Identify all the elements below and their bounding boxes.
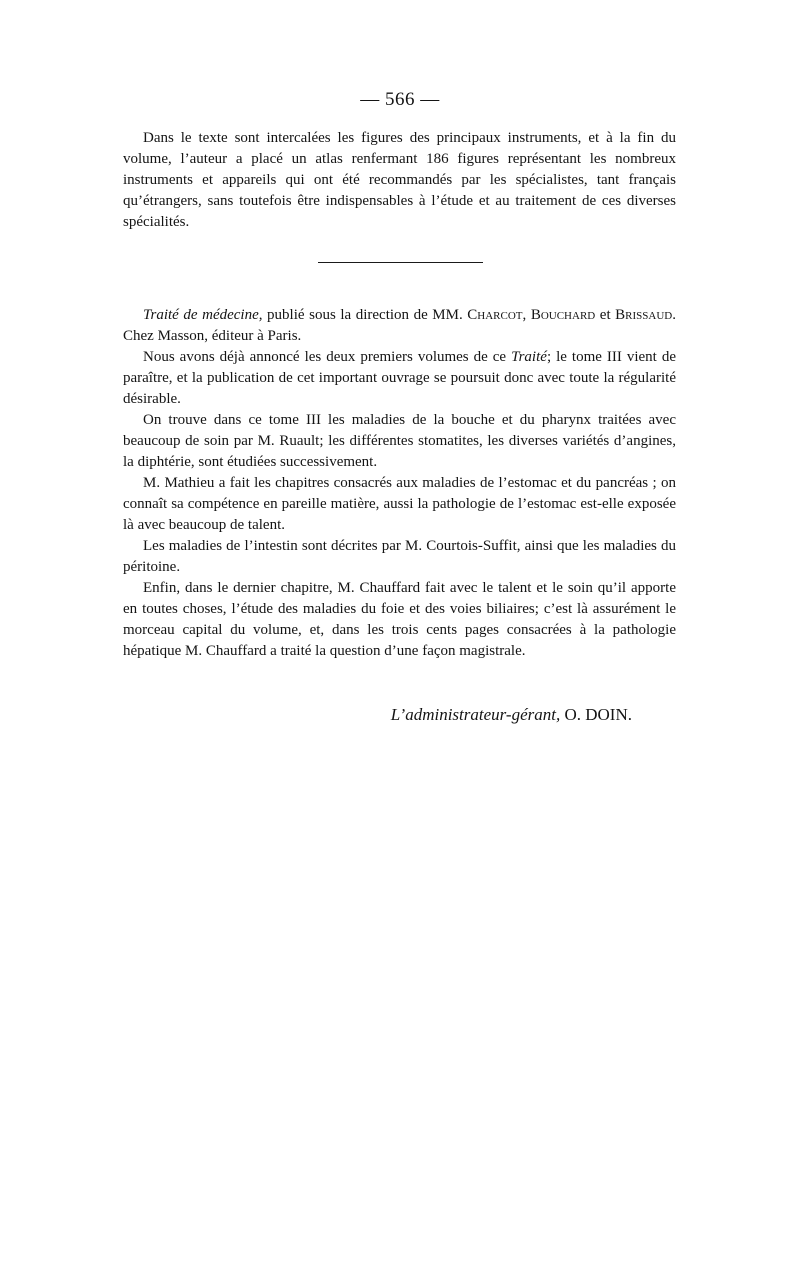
author-charcot: Charcot (467, 307, 523, 323)
review-paragraph-2: On trouve dans ce tome III les maladies de la bouche et du pharynx traitées avec beaucoup de soin par M. Ruault; les différentes stomatites, les diverses variétés d’angines, la diphtérie, sont étudiées successivement. (123, 412, 676, 470)
review-p1-start: Nous avons déjà annoncé les deux premiers volumes de ce (143, 349, 512, 365)
signature (391, 705, 632, 725)
review-p1-title: Traité (511, 349, 547, 365)
page-number: — 566 — (360, 89, 440, 110)
author-separator-1: , (522, 307, 531, 323)
author-bouchard: Bouchard (530, 307, 596, 323)
review-paragraph-1 (123, 347, 676, 410)
review-paragraph-4: Les maladies de l’intestin sont décrites par M. Courtois-Suffit, ainsi que les maladies du péritoine. (123, 538, 676, 575)
publisher-info: . Chez Masson, éditeur à Paris. (123, 307, 676, 344)
author-separator-2: et (595, 307, 616, 323)
review-title: Traité de médecine, (143, 307, 263, 323)
signature-role: L’administrateur-gérant, (390, 705, 561, 724)
review-paragraph-3: M. Mathieu a fait les chapitres consacrés aux maladies de l’estomac et du pancréas ; on connaît sa compétence en pareille matière, aussi la pathologie de l’estomac est-elle exposée là avec beaucoup de talent. (123, 475, 676, 533)
author-brissaud: Brissaud (615, 307, 673, 323)
review-paragraph-5: Enfin, dans le dernier chapitre, M. Chauffard fait avec le talent et le soin qu’il apporte en toutes choses, l’étude des maladies du foie et des voies biliaires; c’est là assurément le morceau capital du volume, et, dans les trois cents pages consacrées à la pathologie hépatique M. Chauffard a traité la question d’une façon magistrale. (123, 580, 676, 659)
review-title-rest: publié sous la direction de MM. (262, 307, 468, 323)
review-heading (123, 305, 676, 347)
intro-paragraph: Dans le texte sont intercalées les figures des principaux instruments, et à la fin du volume, l’auteur a placé un atlas renfermant 186 figures représentant les nombreux instruments et appareils qui ont été recommandés par les spécialistes, tant français qu’étrangers, sans toutefois être indispensables à l’étude et au traitement de ces diverses spécialités. (123, 130, 676, 230)
section-divider (318, 262, 483, 263)
signature-name: O. DOIN. (560, 705, 632, 724)
review-p1-end: ; le tome III vient de paraître, et la publication de cet important ouvrage se poursuit donc avec toute la régularité désirable. (123, 349, 676, 407)
